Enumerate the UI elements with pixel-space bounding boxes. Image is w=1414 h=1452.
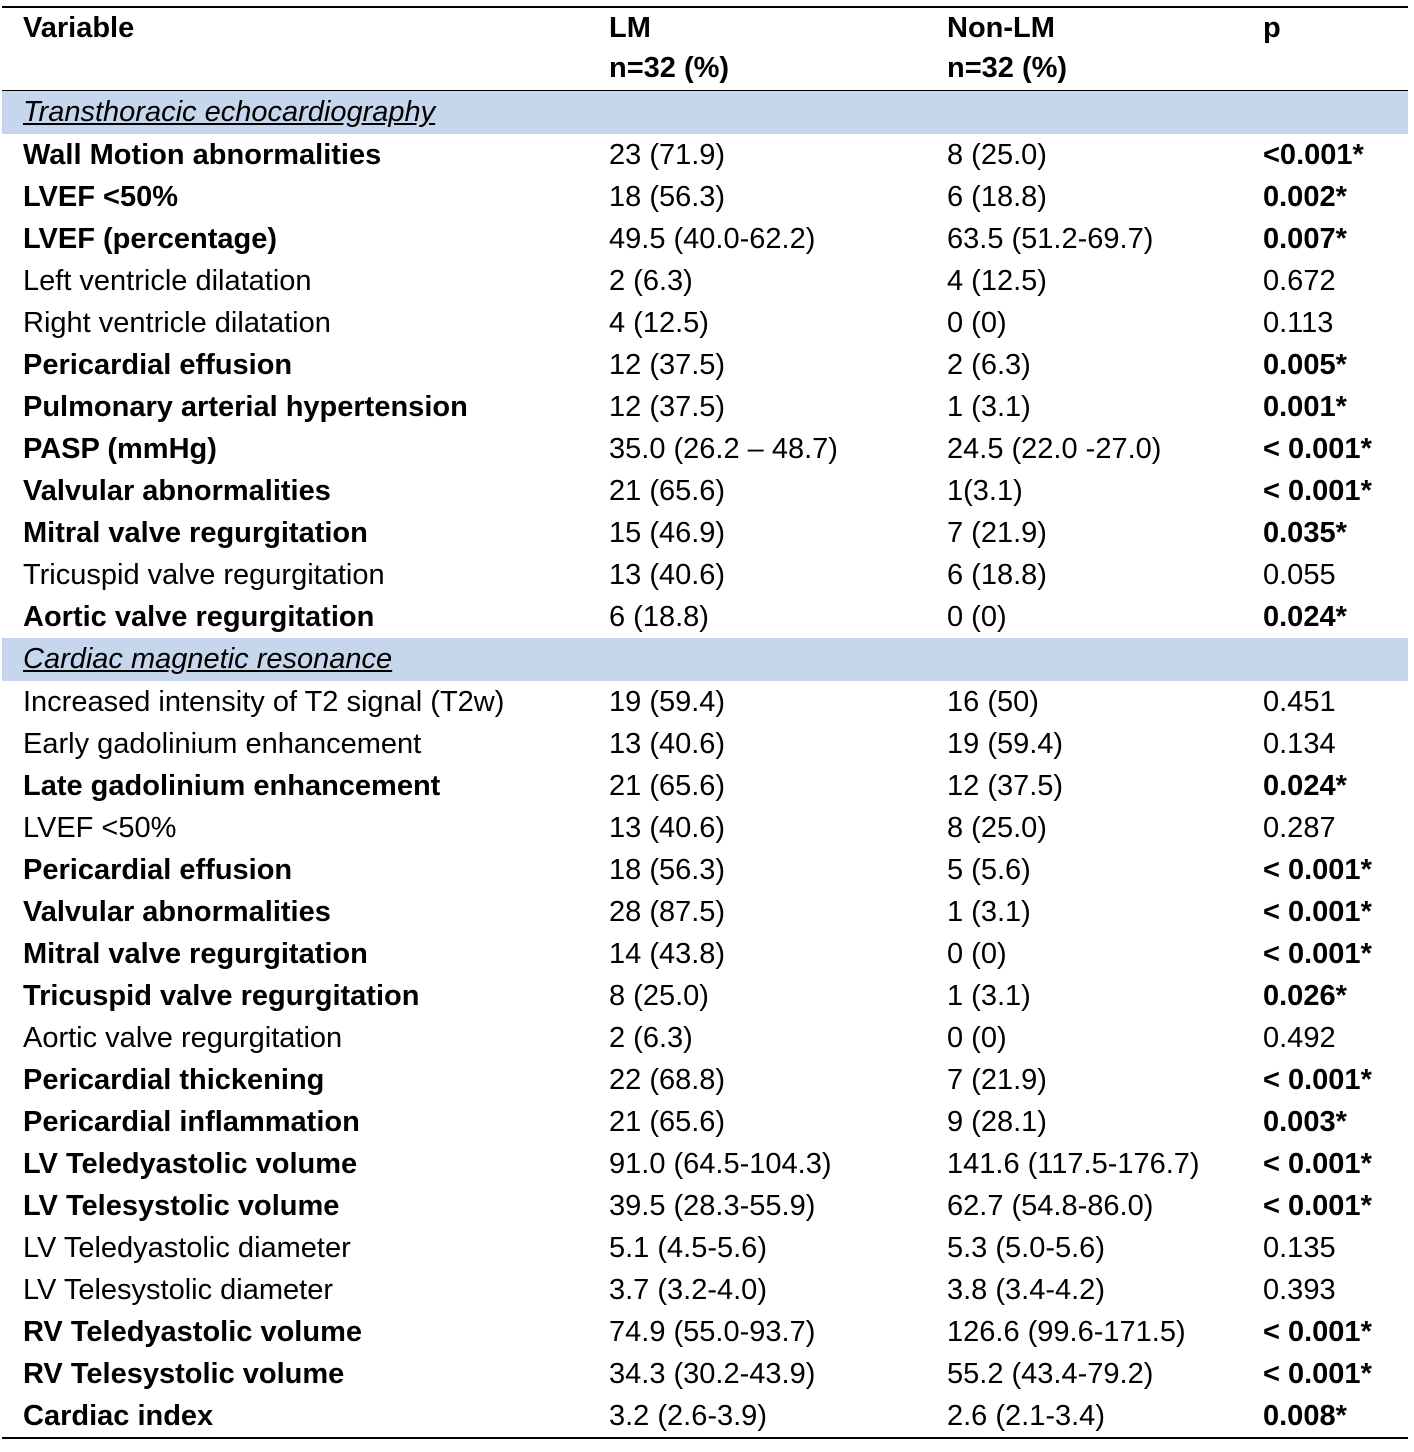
header-variable (2, 8, 589, 90)
cell-variable: Right ventricle dilatation (23, 307, 331, 339)
cell-lm: 18 (56.3) (609, 181, 726, 213)
cell-lm: 13 (40.6) (609, 728, 726, 760)
section-title: Transthoracic echocardiography (23, 96, 436, 128)
cell-lm: 23 (71.9) (609, 139, 726, 171)
cell-variable: Aortic valve regurgitation (23, 1022, 343, 1054)
cell-nonlm: 141.6 (117.5-176.7) (947, 1148, 1200, 1180)
cell-lm: 15 (46.9) (609, 517, 726, 549)
cell-lm: 5.1 (4.5-5.6) (609, 1232, 767, 1264)
header-nonlm (928, 8, 1245, 90)
cell-lm: 21 (65.6) (609, 475, 726, 507)
cell-nonlm: 0 (0) (947, 1022, 1007, 1054)
table-row (2, 176, 1408, 218)
cell-p-value: 0.005* (1263, 349, 1347, 381)
cell-variable: Mitral valve regurgitation (23, 938, 368, 970)
cell-p-value: < 0.001* (1263, 896, 1372, 928)
cell-nonlm: 5 (5.6) (947, 854, 1031, 886)
cell-p-value: 0.003* (1263, 1106, 1347, 1138)
results-table (2, 6, 1408, 1439)
cell-p-value: 0.134 (1263, 728, 1336, 760)
cell-nonlm: 4 (12.5) (947, 265, 1047, 297)
cell-variable: Left ventricle dilatation (23, 265, 312, 297)
cell-p-value: 0.287 (1263, 812, 1336, 844)
table-row (2, 933, 1408, 975)
table-row (2, 470, 1408, 512)
cell-nonlm: 1 (3.1) (947, 980, 1031, 1012)
table-row (2, 1353, 1408, 1395)
cell-nonlm: 1 (3.1) (947, 896, 1031, 928)
cell-variable: Mitral valve regurgitation (23, 517, 368, 549)
cell-lm: 3.7 (3.2-4.0) (609, 1274, 767, 1306)
cell-variable: Aortic valve regurgitation (23, 601, 375, 633)
cell-lm: 8 (25.0) (609, 980, 709, 1012)
cell-p-value: 0.008* (1263, 1400, 1347, 1432)
cell-lm: 14 (43.8) (609, 938, 726, 970)
cell-p-value: 0.035* (1263, 517, 1347, 549)
table-row (2, 975, 1408, 1017)
cell-nonlm: 0 (0) (947, 938, 1007, 970)
cell-lm: 34.3 (30.2-43.9) (609, 1358, 816, 1390)
section-header (2, 91, 1408, 134)
cell-variable: Cardiac index (23, 1400, 214, 1432)
cell-p-value: <0.001* (1263, 139, 1364, 171)
table-row (2, 1395, 1408, 1437)
cell-lm: 74.9 (55.0-93.7) (609, 1316, 816, 1348)
cell-lm: 12 (37.5) (609, 349, 726, 381)
cell-p-value: < 0.001* (1263, 854, 1372, 886)
cell-p-value: 0.026* (1263, 980, 1347, 1012)
cell-p-value: < 0.001* (1263, 1190, 1372, 1222)
cell-lm: 35.0 (26.2 – 48.7) (609, 433, 838, 465)
table-row (2, 386, 1408, 428)
table-row (2, 681, 1408, 723)
table-row (2, 260, 1408, 302)
cell-nonlm: 55.2 (43.4-79.2) (947, 1358, 1154, 1390)
cell-nonlm: 12 (37.5) (947, 770, 1064, 802)
cell-lm: 21 (65.6) (609, 770, 726, 802)
table-row (2, 1059, 1408, 1101)
table-row (2, 512, 1408, 554)
cell-nonlm: 19 (59.4) (947, 728, 1064, 760)
table-row (2, 849, 1408, 891)
cell-p-value: 0.001* (1263, 391, 1347, 423)
cell-variable: Increased intensity of T2 signal (T2w) (23, 686, 505, 718)
header-nonlm-count: n=32 (%) (947, 52, 1068, 84)
cell-lm: 3.2 (2.6-3.9) (609, 1400, 767, 1432)
cell-lm: 12 (37.5) (609, 391, 726, 423)
cell-lm: 28 (87.5) (609, 896, 726, 928)
table-row (2, 1311, 1408, 1353)
cell-p-value: 0.135 (1263, 1232, 1336, 1264)
header-p (1245, 8, 1408, 90)
cell-lm: 91.0 (64.5-104.3) (609, 1148, 832, 1180)
cell-nonlm: 6 (18.8) (947, 181, 1047, 213)
bottom-rule (2, 1437, 1408, 1439)
table-row (2, 344, 1408, 386)
cell-lm: 6 (18.8) (609, 601, 709, 633)
header-p-label: p (1263, 12, 1281, 44)
cell-lm: 39.5 (28.3-55.9) (609, 1190, 816, 1222)
cell-nonlm: 9 (28.1) (947, 1106, 1047, 1138)
table-row (2, 428, 1408, 470)
cell-variable: Pericardial effusion (23, 349, 293, 381)
table-row (2, 1269, 1408, 1311)
header-lm-title: LM (609, 12, 651, 44)
section-title: Cardiac magnetic resonance (23, 643, 393, 675)
cell-nonlm: 2.6 (2.1-3.4) (947, 1400, 1105, 1432)
table-row (2, 723, 1408, 765)
cell-lm: 2 (6.3) (609, 1022, 693, 1054)
cell-nonlm: 126.6 (99.6-171.5) (947, 1316, 1186, 1348)
cell-variable: Valvular abnormalities (23, 475, 331, 507)
table-row (2, 554, 1408, 596)
cell-nonlm: 62.7 (54.8-86.0) (947, 1190, 1154, 1222)
table-body (2, 91, 1408, 1437)
cell-p-value: < 0.001* (1263, 1148, 1372, 1180)
cell-nonlm: 1 (3.1) (947, 391, 1031, 423)
table-row (2, 596, 1408, 638)
cell-variable: Pericardial inflammation (23, 1106, 360, 1138)
cell-nonlm: 63.5 (51.2-69.7) (947, 223, 1154, 255)
cell-lm: 13 (40.6) (609, 812, 726, 844)
cell-p-value: < 0.001* (1263, 938, 1372, 970)
cell-p-value: < 0.001* (1263, 475, 1372, 507)
cell-variable: LV Telesystolic diameter (23, 1274, 334, 1306)
header-nonlm-title: Non-LM (947, 12, 1055, 44)
cell-p-value: 0.492 (1263, 1022, 1336, 1054)
cell-p-value: 0.024* (1263, 770, 1347, 802)
cell-variable: Pericardial thickening (23, 1064, 325, 1096)
cell-variable: LVEF <50% (23, 181, 178, 213)
table-row (2, 1017, 1408, 1059)
cell-lm: 19 (59.4) (609, 686, 726, 718)
cell-p-value: 0.393 (1263, 1274, 1336, 1306)
cell-p-value: 0.007* (1263, 223, 1347, 255)
cell-variable: Pericardial effusion (23, 854, 293, 886)
cell-lm: 2 (6.3) (609, 265, 693, 297)
cell-variable: LV Telesystolic volume (23, 1190, 340, 1222)
cell-lm: 13 (40.6) (609, 559, 726, 591)
cell-variable: LV Teledyastolic volume (23, 1148, 358, 1180)
header-lm (589, 8, 928, 90)
cell-p-value: 0.113 (1263, 307, 1334, 339)
cell-nonlm: 0 (0) (947, 601, 1007, 633)
table-row (2, 1143, 1408, 1185)
cell-variable: Valvular abnormalities (23, 896, 331, 928)
cell-p-value: 0.024* (1263, 601, 1347, 633)
cell-nonlm: 6 (18.8) (947, 559, 1047, 591)
cell-p-value: 0.672 (1263, 265, 1336, 297)
cell-p-value: 0.055 (1263, 559, 1336, 591)
cell-variable: Early gadolinium enhancement (23, 728, 422, 760)
cell-variable: Wall Motion abnormalities (23, 139, 382, 171)
cell-lm: 49.5 (40.0-62.2) (609, 223, 816, 255)
cell-nonlm: 24.5 (22.0 -27.0) (947, 433, 1162, 465)
cell-nonlm: 5.3 (5.0-5.6) (947, 1232, 1105, 1264)
cell-variable: RV Telesystolic volume (23, 1358, 345, 1390)
cell-p-value: < 0.001* (1263, 433, 1372, 465)
section-header (2, 638, 1408, 681)
cell-nonlm: 0 (0) (947, 307, 1007, 339)
table-header (2, 8, 1408, 91)
header-variable-label: Variable (23, 12, 135, 44)
table-row (2, 807, 1408, 849)
cell-variable: Tricuspid valve regurgitation (23, 980, 420, 1012)
table-row (2, 891, 1408, 933)
table-row (2, 1227, 1408, 1269)
cell-variable: RV Teledyastolic volume (23, 1316, 362, 1348)
table-row (2, 218, 1408, 260)
table-row (2, 765, 1408, 807)
table-row (2, 302, 1408, 344)
cell-variable: Tricuspid valve regurgitation (23, 559, 385, 591)
cell-lm: 22 (68.8) (609, 1064, 726, 1096)
cell-lm: 21 (65.6) (609, 1106, 726, 1138)
cell-nonlm: 8 (25.0) (947, 812, 1047, 844)
cell-nonlm: 8 (25.0) (947, 139, 1047, 171)
cell-nonlm: 7 (21.9) (947, 517, 1047, 549)
cell-p-value: 0.451 (1263, 686, 1336, 718)
cell-nonlm: 3.8 (3.4-4.2) (947, 1274, 1105, 1306)
cell-p-value: 0.002* (1263, 181, 1347, 213)
cell-lm: 4 (12.5) (609, 307, 709, 339)
cell-nonlm: 1(3.1) (947, 475, 1023, 507)
cell-variable: Late gadolinium enhancement (23, 770, 441, 802)
cell-nonlm: 2 (6.3) (947, 349, 1031, 381)
cell-variable: LVEF (percentage) (23, 223, 278, 255)
cell-p-value: < 0.001* (1263, 1316, 1372, 1348)
cell-variable: PASP (mmHg) (23, 433, 217, 465)
table-row (2, 1185, 1408, 1227)
cell-p-value: < 0.001* (1263, 1064, 1372, 1096)
table-row (2, 1101, 1408, 1143)
cell-lm: 18 (56.3) (609, 854, 726, 886)
cell-p-value: < 0.001* (1263, 1358, 1372, 1390)
table-row (2, 134, 1408, 176)
cell-nonlm: 16 (50) (947, 686, 1039, 718)
cell-variable: LV Teledyastolic diameter (23, 1232, 351, 1264)
cell-variable: Pulmonary arterial hypertension (23, 391, 468, 423)
cell-variable: LVEF <50% (23, 812, 177, 844)
cell-nonlm: 7 (21.9) (947, 1064, 1047, 1096)
header-lm-count: n=32 (%) (609, 52, 730, 84)
